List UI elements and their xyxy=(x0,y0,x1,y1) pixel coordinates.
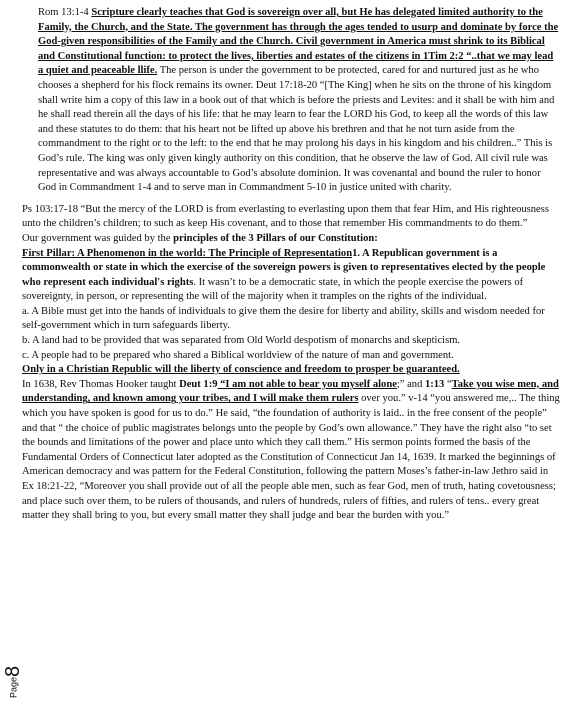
republic-text: . It wasn’t to be a democratic state, in which the people exercise the powers of sovereignty, in person, or representing the will of the majority when it tramples on the rights of the individual. xyxy=(22,276,524,303)
take-bold: Take you wise men, and understanding, and known among your tribes, and I will make them rulers xyxy=(22,378,559,405)
page-number-rotated xyxy=(2,628,26,698)
list-item-b: b. A land had to be provided that was separated from Old World despotism of monarchs and skepticism. xyxy=(22,335,461,347)
hooker-and: ;” and xyxy=(396,378,425,390)
guided-text: Our government was guided by the xyxy=(22,232,174,244)
document-body xyxy=(22,6,560,524)
paragraph-psalm: Ps 103:17-18 “But the mercy of the LORD is from everlasting to everlasting upon them that fear Him, and His righteousness unto the children’s children; to such as keep His covenant, and to those that remember His commandments to do them.” xyxy=(22,203,549,230)
deut-quote: “I am not able to bear you myself alone xyxy=(217,378,397,390)
romans-reference: Rom 13:1-4 xyxy=(38,7,92,18)
first-pillar-heading: First Pillar: A Phenomenon in the world: The Principle of Representation xyxy=(22,247,353,259)
romans-body-text: The person is under the government to be protected, cared for and nurtured just as he who chooses a shepherd for his flock remains its owner. Deut 17:18-20 “[The King] when he sits on the throne of his kingdom shall write him a copy of this law in a book out of that which is before the priests and Levites: and it shall be with him and he shall read therein all the days of his life: that he may learn to fear the LORD his God, to keep all the words of this law and these statutes to do them: that his heart not be lifted up above his brethren and that he not turn aside from the commandment to the right or to the left: to the end that he may prolong his days in his kingdom and his children..” This is God’s rule. The king was only given kingly authority on this condition, that he observe the law of God. All civil rule was representative and was always accountable to God’s absolute dominion. It was covenantal and bound the ruler to honor God in Commandment 1-4 and to serve man in Commandment 5-10 in justice united with charity. xyxy=(38,65,555,194)
list-item-a: a. A Bible must get into the hands of individuals to give them the desire for liberty and ability, skills and wisdom needed for self-government which in turn safeguards liberty. xyxy=(22,305,545,332)
take-open-quote: “ xyxy=(444,378,452,390)
guided-bold: principles of the 3 Pillars of our Constitution: xyxy=(173,232,378,244)
deut-reference: Deut 1:9 xyxy=(179,378,218,390)
paragraph-romans xyxy=(22,6,560,196)
ref-1-13: 1:13 xyxy=(425,378,445,390)
page-digit: 8 xyxy=(2,665,24,677)
line-guided xyxy=(22,232,560,247)
page-label: Page xyxy=(8,676,19,698)
paragraph-gap xyxy=(22,196,560,203)
hooker-body-text: over you.” v-14 “you answered me,.. The thing which you have spoken is good for us to do.” He said, “the foundation of authority is laid.. in the free consent of the people” and that “ the choice of public magistrates belongs unto the people by God’s own allowance.” They have the right also “to set the bounds and limitations of the power and place unto which they call them.” His sermon points formed the basis of the Fundamental Orders of Connecticut later adopted as the Constitution of Connecticut Jan 14, 1639. It marked the beginnings of American democracy and was pattern for the Federal Constitution, following the pattern Moses’s father-in-law Jethro said in Ex 18:21-22, “Moreover you shall provide out of all the people able men, such as fear God, men of truth, hating covetousness; and place such over them, to be rulers of thousands, and rulers of hundreds, rulers of fifties, and rulers of tens.. every great matter they shall bring to you, but every small matter they shall judge and bear the burden with you.” xyxy=(22,393,560,522)
paragraph-first-pillar xyxy=(22,247,560,305)
republic-bold: 1. A Republican government is a commonwealth or state in which the exercise of the sovereign powers is given to representatives elected by the people who represent each individual's rights xyxy=(22,247,546,288)
romans-bold-statement: Scripture clearly teaches that God is sovereign over all, but He has delegated limited authority to the Family, the Church, and the State. The government has through the ages tended to usurp and dominate by force the God-given responsibilities of the Family and the Church. Civil government in America must shrink to its Biblical and Constitutional function: to protect the lives, liberties and estates of the citizens in 1Tim 2:2 “..that we may lead a quiet and peaceable llife. xyxy=(38,7,559,77)
christian-republic-line xyxy=(22,363,560,378)
hooker-intro: In 1638, Rev Thomas Hooker taught xyxy=(22,378,180,390)
christian-republic-bold: Only in a Christian Republic will the liberty of conscience and freedom to prosper be guaranteed. xyxy=(22,364,460,376)
paragraph-hooker xyxy=(22,378,560,524)
list-item-c: c. A people had to be prepared who shared a Biblical worldview of the nature of man and government. xyxy=(22,349,454,361)
page-number xyxy=(2,628,26,698)
